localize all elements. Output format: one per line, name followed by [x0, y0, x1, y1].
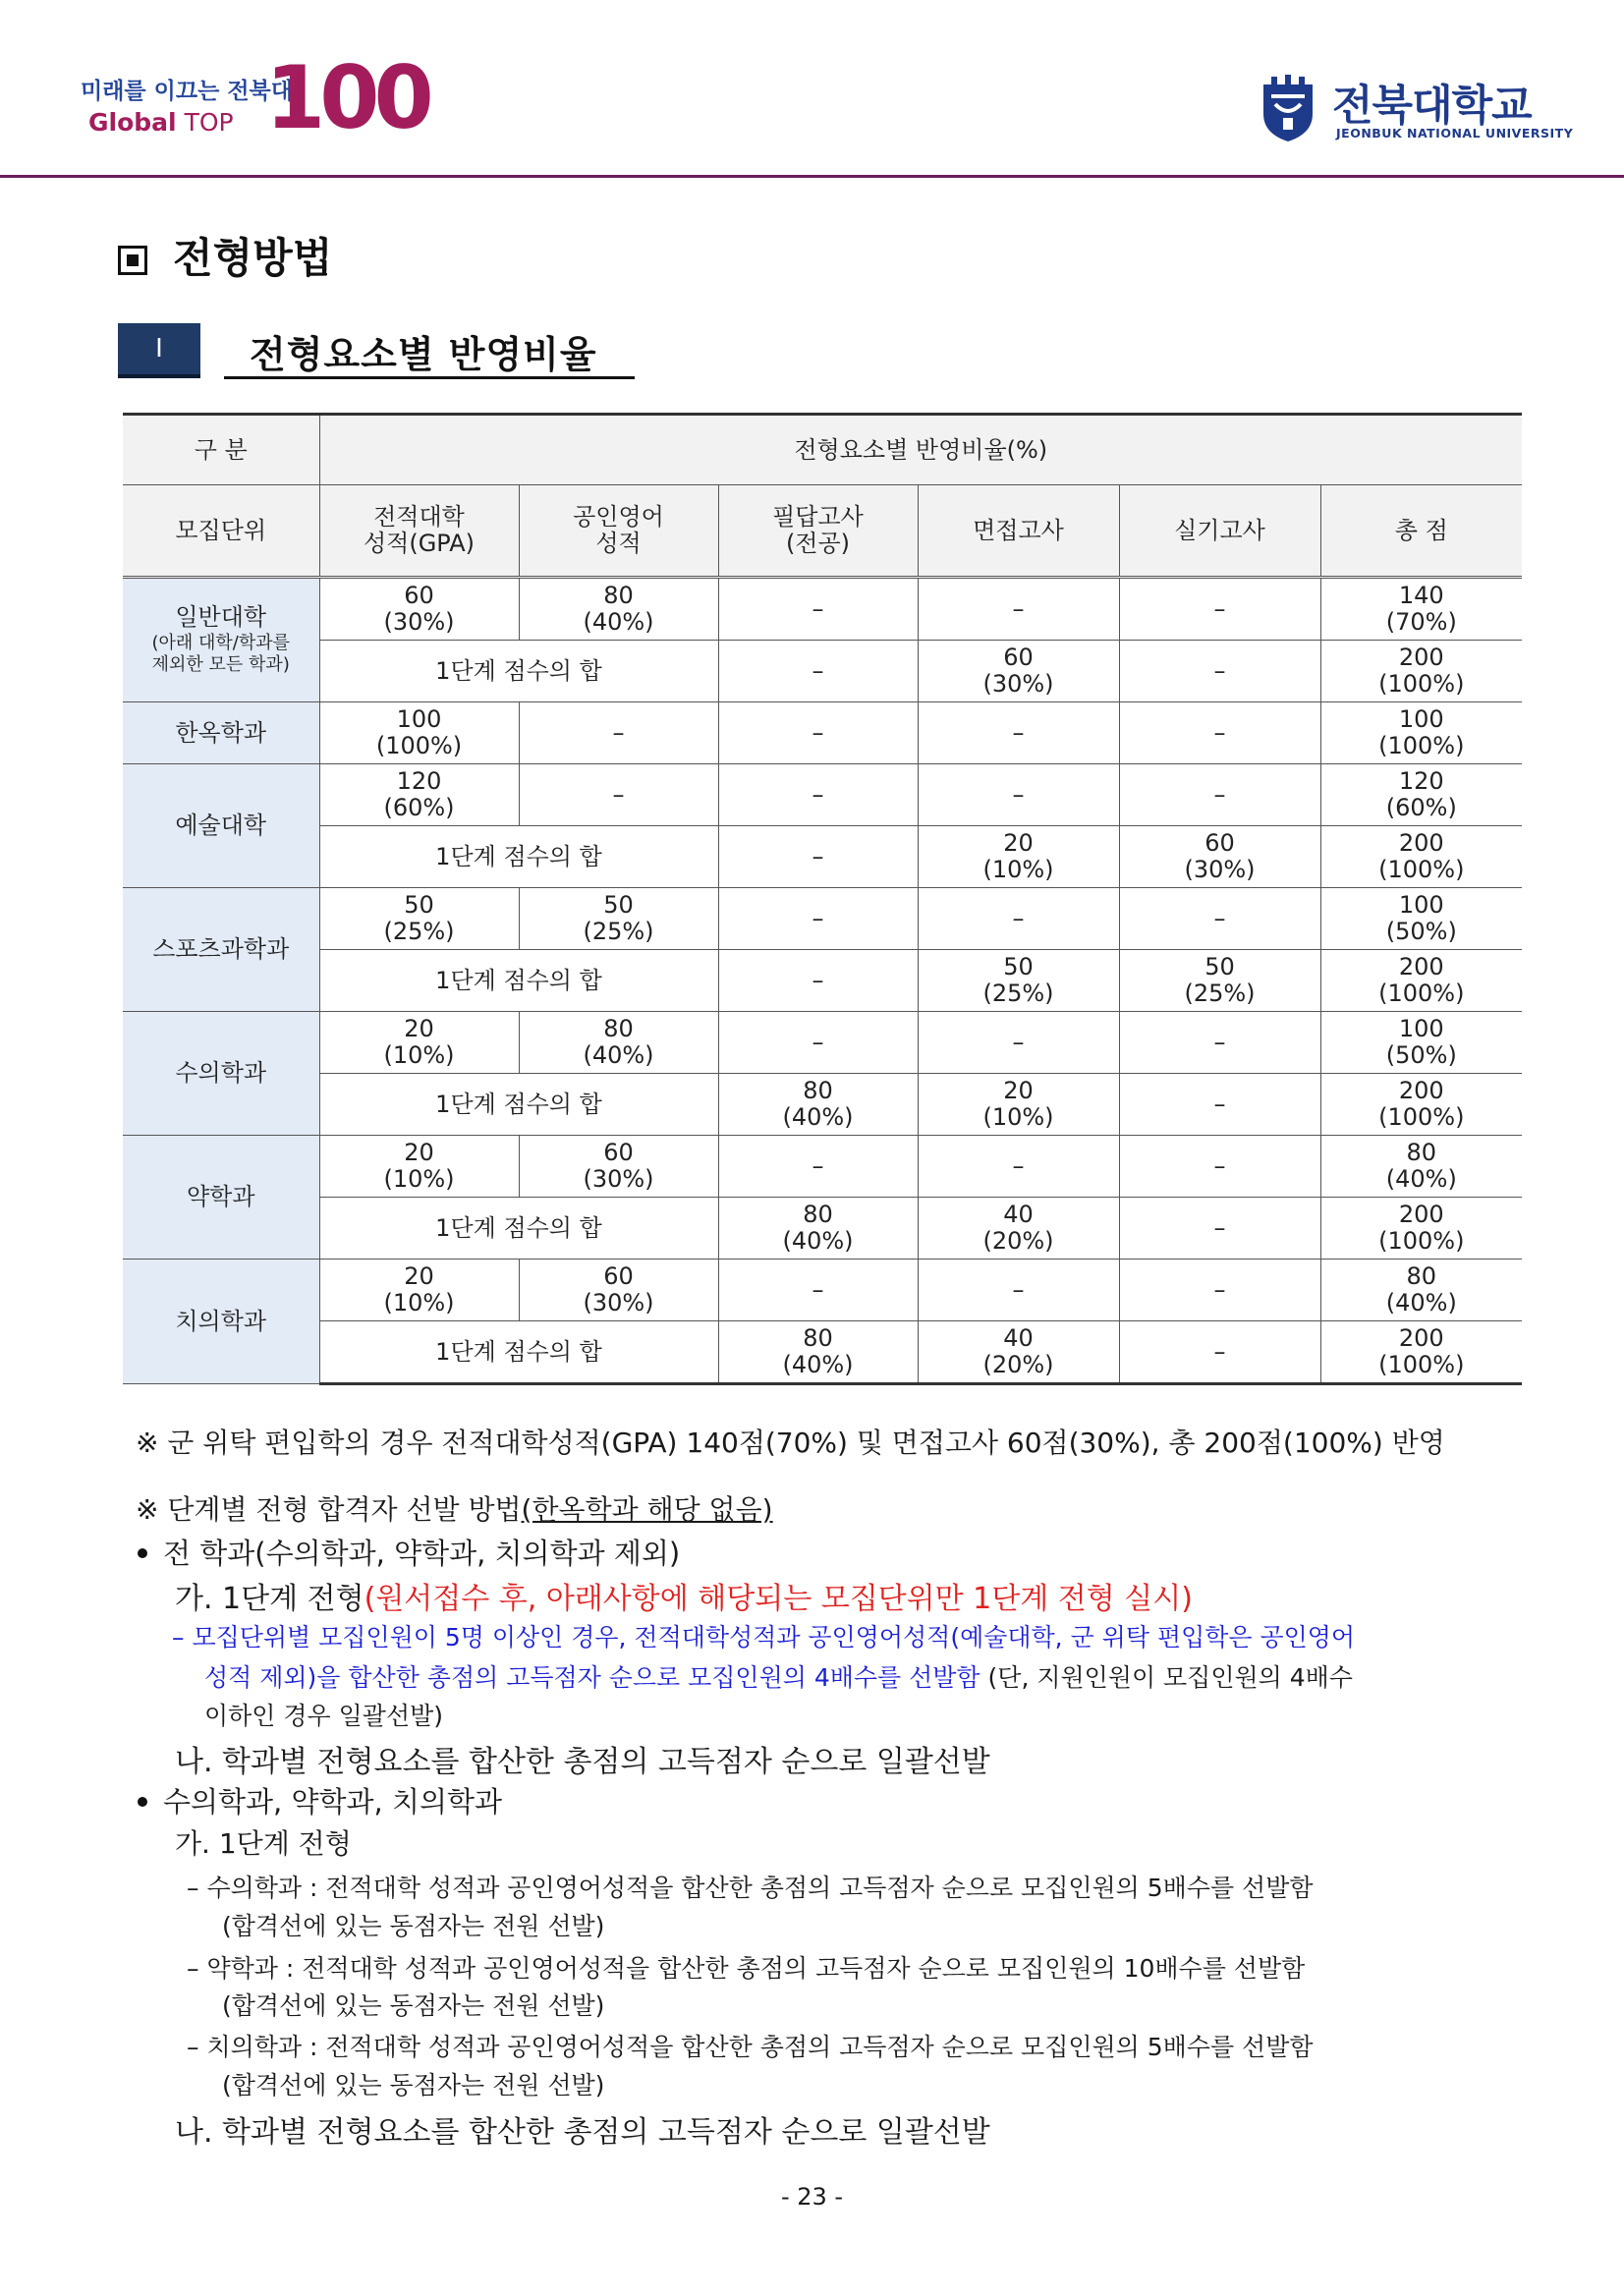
practical-cell: 50 (25%): [1119, 950, 1320, 1012]
interview-cell: 50 (25%): [918, 950, 1119, 1012]
total-cell: 200 (100%): [1320, 1198, 1522, 1260]
practical-cell: –: [1119, 1321, 1320, 1384]
stage1-all-depts: [175, 1574, 1193, 1617]
recruit-unit-name: 한옥학과: [175, 718, 267, 747]
recruit-unit-cell: [123, 1012, 319, 1136]
total-cell: 120 (60%): [1320, 764, 1522, 826]
dentistry-rule-tie: (합격선에 있는 동점자는 전원 선발): [222, 2071, 605, 2100]
written-exam-cell: –: [718, 641, 918, 702]
col-total-header: 총 점: [1320, 485, 1522, 578]
stage-selection-exception: (한옥학과 해당 없음): [521, 1493, 773, 1526]
english-cell: –: [519, 764, 718, 826]
ratio-table: [123, 413, 1522, 1385]
table-row: [123, 641, 1522, 702]
vet-rule: – 수의학과 : 전적대학 성적과 공인영어성적을 합산한 총점의 고득점자 순으로 모집인원의 5배수를 선발함: [187, 1874, 1314, 1902]
gpa-cell: 60 (30%): [319, 578, 519, 641]
practical-cell: –: [1119, 641, 1320, 702]
english-cell: –: [519, 702, 718, 764]
recruit-unit-cell: [123, 702, 319, 764]
logo-top: TOP: [184, 108, 234, 137]
gpa-cell: 120 (60%): [319, 764, 519, 826]
stage1-label: 가. 1단계 전형: [175, 1582, 364, 1616]
english-cell: 60 (30%): [519, 1260, 718, 1321]
recruit-unit-note: (아래 대학/학과를 제외한 모든 학과): [151, 633, 291, 675]
interview-cell: 40 (20%): [918, 1198, 1119, 1260]
interview-cell: 20 (10%): [918, 1074, 1119, 1136]
stage1-sum-cell: 1단계 점수의 합: [319, 1074, 718, 1136]
vet-rule-tie: (합격선에 있는 동점자는 전원 선발): [222, 1912, 605, 1940]
table-row: [123, 1074, 1522, 1136]
written-exam-cell: –: [718, 826, 918, 888]
university-logo: [1258, 69, 1574, 147]
stage1-rule-line2-rest: (단, 지원인원이 모집인원의 4배수: [980, 1663, 1353, 1692]
stage1-sum-cell: 1단계 점수의 합: [319, 641, 718, 702]
university-name-en: JEONBUK NATIONAL UNIVERSITY: [1336, 126, 1574, 140]
ratio-header: 전형요소별 반영비율(%): [319, 415, 1522, 485]
total-cell: 100 (50%): [1320, 1012, 1522, 1074]
practical-cell: –: [1119, 1136, 1320, 1198]
interview-cell: –: [918, 1012, 1119, 1074]
interview-cell: –: [918, 764, 1119, 826]
table-row: [123, 702, 1522, 764]
military-note: ※ 군 위탁 편입학의 경우 전적대학성적(GPA) 140점(70%) 및 면접고사 60점(30%), 총 200점(100%) 반영: [136, 1427, 1445, 1459]
total-cell: 80 (40%): [1320, 1260, 1522, 1321]
bullet-medical-depts: [138, 1780, 502, 1820]
bullet-all-depts-text: 전 학과(수의학과, 약학과, 치의학과 제외): [163, 1537, 681, 1570]
written-exam-cell: –: [718, 950, 918, 1012]
english-cell: 80 (40%): [519, 578, 718, 641]
total-cell: 200 (100%): [1320, 1074, 1522, 1136]
logo-slogan: 미래를 이끄는 전북대: [81, 79, 293, 104]
written-exam-cell: 80 (40%): [718, 1198, 918, 1260]
table-row: [123, 826, 1522, 888]
pharmacy-rule-tie: (합격선에 있는 동점자는 전원 선발): [222, 1991, 605, 2020]
stage1-rule-line2: [204, 1658, 1353, 1694]
stage-selection-title-a: ※ 단계별 전형 합격자 선발 방법: [136, 1493, 522, 1526]
practical-cell: –: [1119, 702, 1320, 764]
pharmacy-rule: – 약학과 : 전적대학 성적과 공인영어성적을 합산한 총점의 고득점자 순으로 모집인원의 10배수를 선발함: [187, 1954, 1306, 1983]
total-cell: 200 (100%): [1320, 826, 1522, 888]
stage1-rule-line3: 이하인 경우 일괄선발): [204, 1702, 443, 1730]
recruit-unit-name: 약학과: [186, 1183, 255, 1210]
written-exam-cell: –: [718, 1012, 918, 1074]
english-cell: 80 (40%): [519, 1012, 718, 1074]
stage1-sum-cell: 1단계 점수의 합: [319, 826, 718, 888]
table-row: [123, 1260, 1522, 1321]
table-row: [123, 888, 1522, 950]
stage-selection-title: [136, 1488, 773, 1528]
square-bullet-icon: [118, 246, 147, 275]
gpa-cell: 100 (100%): [319, 702, 519, 764]
recruit-unit-cell: [123, 1136, 319, 1260]
written-exam-cell: –: [718, 1136, 918, 1198]
gpa-cell: 20 (10%): [319, 1012, 519, 1074]
bullet-all-depts: [138, 1532, 680, 1572]
interview-cell: 40 (20%): [918, 1321, 1119, 1384]
stage2-medical: 나. 학과별 전형요소를 합산한 총점의 고득점자 순으로 일괄선발: [175, 2115, 990, 2150]
table-row: [123, 764, 1522, 826]
table-row: [123, 1012, 1522, 1074]
practical-cell: –: [1119, 764, 1320, 826]
page-number: - 23 -: [780, 2183, 844, 2211]
total-cell: 100 (50%): [1320, 888, 1522, 950]
table-row: [123, 1198, 1522, 1260]
section-title: [118, 226, 332, 285]
total-cell: 140 (70%): [1320, 578, 1522, 641]
section-title-text: 전형방법: [173, 234, 333, 282]
table-row: [123, 1321, 1522, 1384]
interview-cell: –: [918, 578, 1119, 641]
practical-cell: –: [1119, 888, 1320, 950]
subsection-number-shadow: [118, 374, 200, 378]
english-cell: 50 (25%): [519, 888, 718, 950]
logo-global-text: [88, 108, 234, 137]
practical-cell: 60 (30%): [1119, 826, 1320, 888]
interview-cell: 60 (30%): [918, 641, 1119, 702]
gpa-cell: 20 (10%): [319, 1136, 519, 1198]
practical-cell: –: [1119, 578, 1320, 641]
bullet-medical-depts-text: 수의학과, 약학과, 치의학과: [163, 1785, 503, 1819]
total-cell: 80 (40%): [1320, 1136, 1522, 1198]
stage1-sum-cell: 1단계 점수의 합: [319, 1321, 718, 1384]
recruit-unit-cell: [123, 888, 319, 1012]
table-row: [123, 950, 1522, 1012]
written-exam-cell: –: [718, 764, 918, 826]
interview-cell: –: [918, 1260, 1119, 1321]
practical-cell: –: [1119, 1260, 1320, 1321]
recruit-unit-cell: [123, 1260, 319, 1384]
interview-cell: –: [918, 702, 1119, 764]
recruit-unit-cell: [123, 578, 319, 702]
gpa-cell: 50 (25%): [319, 888, 519, 950]
global-top-100-logo: [71, 47, 428, 148]
stage2-all-depts: 나. 학과별 전형요소를 합산한 총점의 고득점자 순으로 일괄선발: [175, 1745, 990, 1779]
recruit-unit-name: 수의학과: [175, 1059, 267, 1087]
practical-cell: –: [1119, 1198, 1320, 1260]
col-group-header: 구 분: [123, 415, 319, 485]
col-english-header: 공인영어 성적: [519, 485, 718, 578]
col-gpa-header: 전적대학 성적(GPA): [319, 485, 519, 578]
subsection-underline: [224, 376, 635, 379]
total-cell: 100 (100%): [1320, 702, 1522, 764]
stage1-rule-line2-blue: 성적 제외)을 합산한 총점의 고득점자 순으로 모집인원의 4배수를 선발함: [204, 1663, 980, 1692]
logo-hundred: 100: [265, 47, 428, 148]
practical-cell: –: [1119, 1074, 1320, 1136]
col-recruit-unit-header: 모집단위: [123, 485, 319, 578]
dentistry-rule: – 치의학과 : 전적대학 성적과 공인영어성적을 합산한 총점의 고득점자 순으로 모집인원의 5배수를 선발함: [187, 2033, 1314, 2061]
bullet-dot-icon: [138, 1548, 147, 1558]
english-cell: 60 (30%): [519, 1136, 718, 1198]
recruit-unit-name: 치의학과: [175, 1307, 267, 1335]
header-divider: [0, 175, 1624, 178]
recruit-unit-name: 스포츠과학과: [152, 935, 290, 963]
written-exam-cell: –: [718, 702, 918, 764]
interview-cell: 20 (10%): [918, 826, 1119, 888]
written-exam-cell: –: [718, 1260, 918, 1321]
interview-cell: –: [918, 888, 1119, 950]
written-exam-cell: 80 (40%): [718, 1074, 918, 1136]
total-cell: 200 (100%): [1320, 1321, 1522, 1384]
page-header: [0, 0, 1624, 179]
logo-global: Global: [88, 108, 177, 137]
written-exam-cell: –: [718, 578, 918, 641]
stage1-medical: 가. 1단계 전형: [175, 1827, 352, 1860]
table-row: [123, 578, 1522, 641]
recruit-unit-cell: [123, 764, 319, 888]
stage1-condition: (원서접수 후, 아래사항에 해당되는 모집단위만 1단계 전형 실시): [364, 1582, 1193, 1616]
subsection-number: Ⅰ: [118, 323, 200, 374]
stage1-rule-line1: – 모집단위별 모집인원이 5명 이상인 경우, 전적대학성적과 공인영어성적(예술대학, 군 위탁 편입학은 공인영어: [172, 1623, 1356, 1652]
col-interview-header: 면접고사: [918, 485, 1119, 578]
total-cell: 200 (100%): [1320, 950, 1522, 1012]
interview-cell: –: [918, 1136, 1119, 1198]
stage1-sum-cell: 1단계 점수의 합: [319, 950, 718, 1012]
total-cell: 200 (100%): [1320, 641, 1522, 702]
written-exam-cell: –: [718, 888, 918, 950]
table-row: [123, 1136, 1522, 1198]
col-practical-header: 실기고사: [1119, 485, 1320, 578]
subsection-title: 전형요소별 반영비율: [250, 333, 597, 376]
university-emblem-icon: [1258, 75, 1318, 143]
stage1-sum-cell: 1단계 점수의 합: [319, 1198, 718, 1260]
written-exam-cell: 80 (40%): [718, 1321, 918, 1384]
col-written-header: 필답고사 (전공): [718, 485, 918, 578]
recruit-unit-name: 예술대학: [175, 812, 267, 839]
bullet-dot-icon: [138, 1797, 147, 1807]
gpa-cell: 20 (10%): [319, 1260, 519, 1321]
recruit-unit-name: 일반대학: [175, 603, 267, 631]
university-name: 전북대학교: [1332, 82, 1532, 131]
practical-cell: –: [1119, 1012, 1320, 1074]
